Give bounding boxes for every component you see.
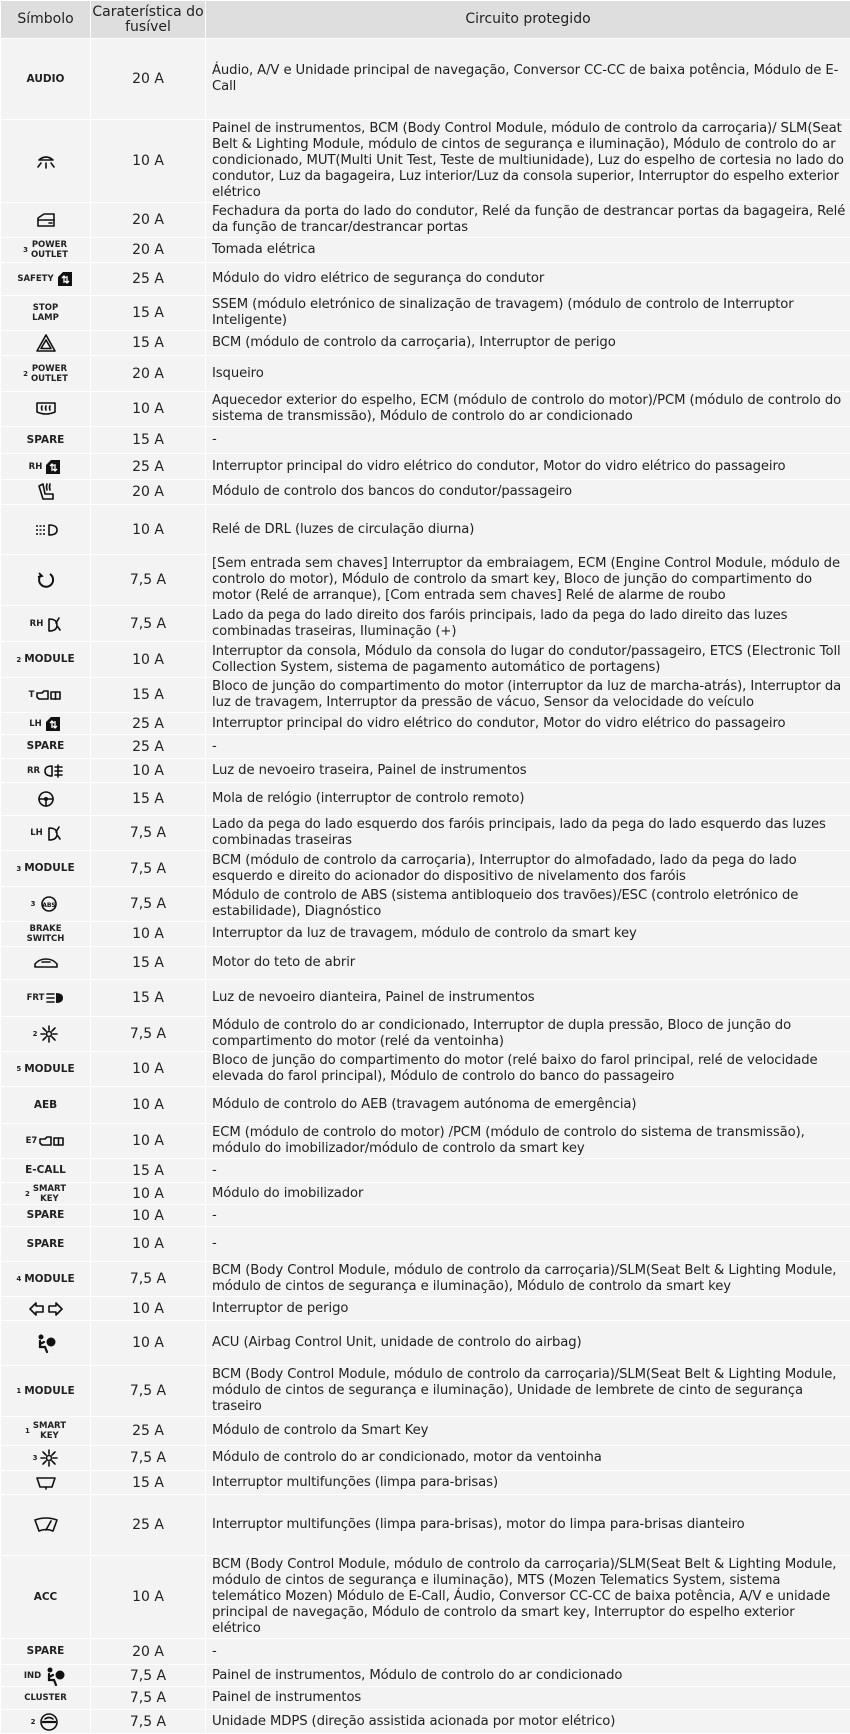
fuse-rating: 25 A xyxy=(91,1417,206,1446)
fuse-circuit: Aquecedor exterior do espelho, ECM (módulo de controlo do motor)/PCM (módulo de controlo do sistema de transmissão), Módulo de controlo do ar condicionado xyxy=(206,392,850,427)
fuse-circuit: Módulo de controlo de ABS (sistema antibloqueio dos travões)/ESC (controlo eletrónico de estabilidade), Diagnóstico xyxy=(206,887,850,922)
fuse-row xyxy=(1,678,850,713)
fuse-circuit: Bloco de junção do compartimento do motor (relé baixo do farol principal, relé de velocidade elevada do farol principal), Módulo de controlo do banco do passageiro xyxy=(206,1052,850,1087)
fuse-rating: 7,5 A xyxy=(91,1262,206,1297)
fuse-symbol xyxy=(1,505,91,555)
fuse-row xyxy=(1,1052,850,1087)
fuse-symbol-index: 2 xyxy=(23,366,28,382)
fuse-symbol-label: E7 xyxy=(26,1136,38,1146)
fuse-row xyxy=(1,735,850,759)
engine-book-icon xyxy=(39,1135,65,1147)
fuse-circuit: BCM (módulo de controlo da carroçaria), Interruptor de perigo xyxy=(206,331,850,356)
drl-icon xyxy=(33,523,59,537)
fuse-symbol xyxy=(1,947,91,980)
mirror-defroster-icon xyxy=(35,400,57,418)
fuse-symbol-label: IND xyxy=(24,1671,41,1681)
fuse-circuit: Interruptor multifunções (limpa para-brisas) xyxy=(206,1471,850,1495)
fuse-symbol-label: LH xyxy=(29,719,42,729)
fuse-symbol-label: SMART KEY xyxy=(33,1184,66,1204)
fuse-rating: 20 A xyxy=(91,356,206,392)
headlamp-level-icon xyxy=(45,615,61,633)
fuse-rating: 10 A xyxy=(91,1052,206,1087)
fuse-circuit: Módulo de controlo do ar condicionado, motor da ventoinha xyxy=(206,1446,850,1471)
fuse-circuit: BCM (módulo de controlo da carroçaria), Interruptor do almofadado, lado da pega do lado esquerdo e direito do acionador do dispositivo de nivelamento dos faróis xyxy=(206,851,850,887)
fuse-symbol xyxy=(1,1417,91,1446)
headlamp-level-icon xyxy=(45,824,61,842)
fuse-symbol-index: 2 xyxy=(31,1714,36,1730)
fuse-symbol-index: 1 xyxy=(16,1383,21,1399)
fuse-row xyxy=(1,1124,850,1159)
fuse-rating: 15 A xyxy=(91,296,206,331)
fuse-circuit: Interruptor principal do vidro elétrico do condutor, Motor do vidro elétrico do passageiro xyxy=(206,713,850,735)
fuse-row xyxy=(1,454,850,480)
fuse-rating: 20 A xyxy=(91,203,206,238)
fuse-rating: 20 A xyxy=(91,480,206,505)
fuse-row xyxy=(1,606,850,642)
fuse-symbol-label: FRT xyxy=(27,993,45,1003)
fuse-circuit: BCM (Body Control Module, módulo de controlo da carroçaria)/SLM(Seat Belt & Lighting Module, módulo de cintos de segurança e iluminação), Módulo de controlo da smart key xyxy=(206,1262,850,1297)
fuse-symbol-label: POWER OUTLET xyxy=(31,240,68,260)
interior-lamp-icon xyxy=(33,153,59,169)
fuse-symbol xyxy=(1,783,91,816)
fuse-circuit: - xyxy=(206,1159,850,1183)
fuse-circuit: Luz de nevoeiro dianteira, Painel de instrumentos xyxy=(206,980,850,1017)
fuse-symbol xyxy=(1,203,91,238)
fuse-row xyxy=(1,1495,850,1556)
fuse-circuit: SSEM (módulo eletrónico de sinalização de travagem) (módulo de controlo de Interruptor Inteligente) xyxy=(206,296,850,331)
fuse-symbol-index: 4 xyxy=(16,1271,21,1287)
engine-book-icon xyxy=(36,689,62,701)
fuse-symbol xyxy=(1,606,91,642)
fuse-rating: 10 A xyxy=(91,642,206,678)
fuse-circuit: Bloco de junção do compartimento do motor (interruptor da luz de marcha-atrás), Interruptor da luz de travagem, Interruptor da pressão de vácuo, Sensor da velocidade do veículo xyxy=(206,678,850,713)
washer-icon xyxy=(35,1476,57,1490)
fuse-row xyxy=(1,783,850,816)
fuse-rating: 7,5 A xyxy=(91,1017,206,1052)
fuse-circuit: Módulo de controlo do ar condicionado, Interruptor de dupla pressão, Bloco de junção do compartimento do motor (relé da ventoinha) xyxy=(206,1017,850,1052)
fuse-row xyxy=(1,642,850,678)
fuse-circuit: Módulo de controlo dos bancos do condutor/passageiro xyxy=(206,480,850,505)
fuse-rating: 10 A xyxy=(91,1087,206,1124)
fuse-circuit: Lado da pega do lado direito dos faróis principais, lado da pega do lado direito das luzes combinadas traseiras, Iluminação (+) xyxy=(206,606,850,642)
fuse-row xyxy=(1,505,850,555)
fuse-symbol xyxy=(1,392,91,427)
fuse-symbol xyxy=(1,1159,91,1183)
fuse-row xyxy=(1,1665,850,1687)
fuse-row xyxy=(1,427,850,454)
fuse-symbol xyxy=(1,120,91,203)
fuse-row xyxy=(1,331,850,356)
fuse-row xyxy=(1,851,850,887)
fuse-symbol-label: SPARE xyxy=(27,1239,65,1250)
fuse-symbol xyxy=(1,713,91,735)
fuse-rating: 15 A xyxy=(91,331,206,356)
fuse-symbol-label: BRAKE SWITCH xyxy=(27,924,65,944)
fuse-circuit: - xyxy=(206,427,850,454)
fuse-rating: 7,5 A xyxy=(91,1446,206,1471)
fuse-circuit: Interruptor de perigo xyxy=(206,1297,850,1321)
fuse-circuit: ACU (Airbag Control Unit, unidade de controlo do airbag) xyxy=(206,1321,850,1366)
fuse-row xyxy=(1,1417,850,1446)
fuse-rating: 10 A xyxy=(91,759,206,783)
fuse-rating: 7,5 A xyxy=(91,816,206,851)
fan-icon xyxy=(40,1449,58,1467)
fuse-circuit: Módulo do vidro elétrico de segurança do condutor xyxy=(206,263,850,296)
fuse-symbol xyxy=(1,1017,91,1052)
fuse-symbol-label: RR xyxy=(27,766,40,776)
power-window-icon xyxy=(56,271,74,287)
sunroof-icon xyxy=(33,956,59,970)
door-lock-icon xyxy=(34,212,58,228)
table-header-row xyxy=(1,1,850,39)
fuse-symbol-label: SMART KEY xyxy=(33,1421,66,1441)
fuse-symbol xyxy=(1,1687,91,1710)
fuse-row xyxy=(1,816,850,851)
fuse-symbol-label: AEB xyxy=(34,1100,57,1111)
fuse-symbol xyxy=(1,980,91,1017)
fuse-circuit: Módulo do imobilizador xyxy=(206,1183,850,1205)
fuse-circuit: - xyxy=(206,1639,850,1665)
fuse-row xyxy=(1,238,850,263)
fuse-symbol-label: MODULE xyxy=(24,654,74,665)
fuse-row xyxy=(1,1366,850,1417)
fuse-symbol-label: CLUSTER xyxy=(24,1693,67,1703)
fuse-symbol-label: AUDIO xyxy=(27,74,65,85)
fuse-row xyxy=(1,922,850,947)
fuse-symbol xyxy=(1,263,91,296)
fuse-symbol xyxy=(1,1471,91,1495)
fuse-symbol-label: MODULE xyxy=(24,1386,74,1397)
fuse-symbol-index: 3 xyxy=(31,896,36,912)
fuse-symbol xyxy=(1,1495,91,1556)
header-circuit: Circuito protegido xyxy=(206,1,850,39)
fuse-circuit: Unidade MDPS (direção assistida acionada por motor elétrico) xyxy=(206,1710,850,1734)
fuse-symbol xyxy=(1,922,91,947)
fuse-circuit: Interruptor da luz de travagem, módulo de controlo da smart key xyxy=(206,922,850,947)
front-fog-icon xyxy=(46,991,64,1005)
fuse-rating: 25 A xyxy=(91,1495,206,1556)
fuse-rating: 7,5 A xyxy=(91,887,206,922)
fuse-rating: 25 A xyxy=(91,713,206,735)
fuse-circuit: Lado da pega do lado esquerdo dos faróis principais, lado da pega do lado esquerdo das luzes combinadas traseiras xyxy=(206,816,850,851)
fuse-row xyxy=(1,1159,850,1183)
fuse-symbol xyxy=(1,642,91,678)
fuse-rating: 10 A xyxy=(91,1183,206,1205)
rear-fog-icon xyxy=(42,764,64,778)
fuse-row xyxy=(1,120,850,203)
fuse-symbol-label: E-CALL xyxy=(25,1165,66,1176)
hazard-icon xyxy=(36,334,56,352)
fuse-circuit: Interruptor da consola, Módulo da consola do lugar do condutor/passageiro, ETCS (Electronic Toll Collection System, sistema de pagamento automático de portagens) xyxy=(206,642,850,678)
fuse-circuit: Motor do teto de abrir xyxy=(206,947,850,980)
fuse-symbol xyxy=(1,1087,91,1124)
fuse-symbol xyxy=(1,1321,91,1366)
fuse-symbol-index: 2 xyxy=(33,1026,38,1042)
fuse-rating: 10 A xyxy=(91,392,206,427)
fuse-symbol-label: RH xyxy=(30,619,44,629)
fuse-circuit: Painel de instrumentos, Módulo de controlo do ar condicionado xyxy=(206,1665,850,1687)
fuse-row xyxy=(1,1639,850,1665)
fuse-rating: 15 A xyxy=(91,783,206,816)
fuse-symbol-index: 2 xyxy=(16,652,21,668)
fuse-symbol xyxy=(1,1556,91,1639)
fuse-rating: 7,5 A xyxy=(91,1710,206,1734)
fuse-symbol xyxy=(1,1639,91,1665)
fuse-row xyxy=(1,263,850,296)
fuse-symbol xyxy=(1,851,91,887)
fuse-row xyxy=(1,1687,850,1710)
fuse-rating: 10 A xyxy=(91,120,206,203)
fuse-row xyxy=(1,356,850,392)
fuse-symbol xyxy=(1,678,91,713)
svg-text:ABS: ABS xyxy=(43,902,57,909)
power-window-icon xyxy=(44,716,62,732)
fuse-symbol-index: 2 xyxy=(25,1186,30,1202)
fuse-symbol xyxy=(1,296,91,331)
power-window-icon xyxy=(44,459,62,475)
fuse-symbol-label: STOP LAMP xyxy=(32,303,59,323)
fuse-rating: 7,5 A xyxy=(91,1366,206,1417)
fuse-row xyxy=(1,1556,850,1639)
fuse-symbol xyxy=(1,1446,91,1471)
fuse-row xyxy=(1,759,850,783)
fuse-row xyxy=(1,1446,850,1471)
fuse-symbol-label: MODULE xyxy=(24,1064,74,1075)
fuse-symbol xyxy=(1,238,91,263)
fuse-circuit: Módulo de controlo do AEB (travagem autónoma de emergência) xyxy=(206,1087,850,1124)
fuse-rating: 15 A xyxy=(91,427,206,454)
fuse-circuit: Fechadura da porta do lado do condutor, Relé da função de destrancar portas da bagageira, Relé da função de trancar/destrancar portas xyxy=(206,203,850,238)
fuse-circuit: ECM (módulo de controlo do motor) /PCM (módulo de controlo do sistema de transmissão), módulo do imobilizador/módulo de controlo da smart key xyxy=(206,1124,850,1159)
fuse-row xyxy=(1,392,850,427)
fuse-rating: 7,5 A xyxy=(91,1665,206,1687)
fuse-circuit: Isqueiro xyxy=(206,356,850,392)
start-icon xyxy=(36,570,56,590)
fuse-symbol-label: RH xyxy=(29,462,43,472)
fuse-symbol-label: MODULE xyxy=(24,1274,74,1285)
fuse-row xyxy=(1,1205,850,1227)
fuse-symbol-label: T xyxy=(29,690,35,700)
fuse-rating: 20 A xyxy=(91,1639,206,1665)
fuse-circuit: Painel de instrumentos xyxy=(206,1687,850,1710)
fuse-row xyxy=(1,480,850,505)
fuse-circuit: BCM (Body Control Module, módulo de controlo da carroçaria)/SLM(Seat Belt & Lighting Module, módulo de cintos de segurança e iluminação), MTS (Mozen Telematics System, sistema telemático Mozen) Módulo de E-Call, Áudio, Conversor CC-CC de baixa potência, A/V e unidade principal de navegação, Módulo de controlo da smart key, Interruptor do espelho exterior elétrico xyxy=(206,1556,850,1639)
fuse-symbol xyxy=(1,759,91,783)
fuse-circuit: - xyxy=(206,1227,850,1262)
turn-signal-icon xyxy=(28,1302,64,1316)
fuse-row xyxy=(1,555,850,606)
fuse-row xyxy=(1,1471,850,1495)
fuse-row xyxy=(1,1227,850,1262)
fuse-symbol-index: 1 xyxy=(25,1423,30,1439)
fuse-row xyxy=(1,39,850,120)
fuse-circuit: Luz de nevoeiro traseira, Painel de instrumentos xyxy=(206,759,850,783)
fuse-row xyxy=(1,203,850,238)
fuse-symbol xyxy=(1,1297,91,1321)
fuse-circuit: - xyxy=(206,735,850,759)
fuse-symbol-label: SPARE xyxy=(27,1210,65,1221)
fuse-symbol-index: 3 xyxy=(16,861,21,877)
fuse-rating: 10 A xyxy=(91,1321,206,1366)
fuse-symbol-index: 5 xyxy=(16,1061,21,1077)
fuse-symbol-label: SPARE xyxy=(27,1646,65,1657)
fuse-rating: 7,5 A xyxy=(91,1687,206,1710)
fuse-symbol xyxy=(1,454,91,480)
fuse-symbol xyxy=(1,1227,91,1262)
fuse-symbol xyxy=(1,735,91,759)
fuse-symbol xyxy=(1,1262,91,1297)
fuse-symbol xyxy=(1,1366,91,1417)
fuse-circuit: Interruptor principal do vidro elétrico do condutor, Motor do vidro elétrico do passageiro xyxy=(206,454,850,480)
fuse-symbol-label: SPARE xyxy=(27,741,65,752)
fuse-symbol xyxy=(1,39,91,120)
abs-icon xyxy=(38,895,60,913)
fuse-rating: 7,5 A xyxy=(91,555,206,606)
fuse-row xyxy=(1,1321,850,1366)
airbag-icon xyxy=(43,1666,67,1686)
fuse-rating: 20 A xyxy=(91,238,206,263)
fuse-circuit: Relé de DRL (luzes de circulação diurna) xyxy=(206,505,850,555)
fuse-row xyxy=(1,887,850,922)
fuse-row xyxy=(1,947,850,980)
fuse-rating: 15 A xyxy=(91,980,206,1017)
fuse-row xyxy=(1,1710,850,1734)
fuse-rating: 25 A xyxy=(91,735,206,759)
fuse-rating: 15 A xyxy=(91,678,206,713)
fan-icon xyxy=(40,1025,58,1043)
fuse-rating: 10 A xyxy=(91,922,206,947)
fuse-rating: 7,5 A xyxy=(91,851,206,887)
fuse-symbol xyxy=(1,480,91,505)
seat-heater-icon xyxy=(35,482,57,502)
fuse-rating: 25 A xyxy=(91,454,206,480)
fuse-symbol-label: LH xyxy=(30,828,43,838)
header-rating: Caraterística do fusível xyxy=(91,1,206,39)
fuse-symbol-label: ACC xyxy=(34,1592,58,1603)
fuse-circuit: - xyxy=(206,1205,850,1227)
fuse-symbol-label: MODULE xyxy=(24,863,74,874)
fuse-rating: 10 A xyxy=(91,1227,206,1262)
fuse-row xyxy=(1,1262,850,1297)
fuse-rating: 15 A xyxy=(91,1471,206,1495)
fuse-rating: 25 A xyxy=(91,263,206,296)
fuse-rating: 10 A xyxy=(91,1124,206,1159)
fuse-circuit: [Sem entrada sem chaves] Interruptor da embraiagem, ECM (Engine Control Module, módulo de controlo do motor), Módulo de controlo da smart key, Bloco de junção do compartimento do motor (Relé de arranque), [Com entrada sem chaves] Relé de alarme de roubo xyxy=(206,555,850,606)
fuse-circuit: Áudio, A/V e Unidade principal de navegação, Conversor CC-CC de baixa potência, Módulo de E-Call xyxy=(206,39,850,120)
fuse-row xyxy=(1,296,850,331)
fuse-rating: 10 A xyxy=(91,1297,206,1321)
fuse-row xyxy=(1,1087,850,1124)
fuse-row xyxy=(1,713,850,735)
fuse-row xyxy=(1,1017,850,1052)
fuse-symbol-label: SPARE xyxy=(27,435,65,446)
fuse-row xyxy=(1,1297,850,1321)
fuse-symbol xyxy=(1,816,91,851)
fuse-rating: 15 A xyxy=(91,1159,206,1183)
fuse-symbol xyxy=(1,1183,91,1205)
fuse-symbol xyxy=(1,555,91,606)
fuse-symbol xyxy=(1,1124,91,1159)
fuse-symbol xyxy=(1,1052,91,1087)
fuse-rating: 10 A xyxy=(91,1556,206,1639)
airbag-icon xyxy=(34,1333,58,1353)
fuse-row xyxy=(1,980,850,1017)
fuse-rating: 15 A xyxy=(91,947,206,980)
fuse-symbol xyxy=(1,887,91,922)
fuse-rating: 10 A xyxy=(91,505,206,555)
fuse-circuit: Módulo de controlo da Smart Key xyxy=(206,1417,850,1446)
fuse-circuit: Mola de relógio (interruptor de controlo remoto) xyxy=(206,783,850,816)
fuse-circuit: Interruptor multifunções (limpa para-brisas), motor do limpa para-brisas dianteiro xyxy=(206,1495,850,1556)
fuse-symbol-label: SAFETY xyxy=(17,274,53,284)
fuse-symbol xyxy=(1,1205,91,1227)
fuse-symbol xyxy=(1,356,91,392)
fuse-symbol xyxy=(1,1710,91,1734)
header-symbol: Símbolo xyxy=(1,1,91,39)
fuse-rating: 10 A xyxy=(91,1205,206,1227)
fuse-symbol-index: 3 xyxy=(33,1450,38,1466)
fuse-symbol xyxy=(1,427,91,454)
fuse-row xyxy=(1,1183,850,1205)
fuse-circuit: BCM (Body Control Module, módulo de controlo da carroçaria)/SLM(Seat Belt & Lighting Module, módulo de cintos de segurança e iluminação), Unidade de lembrete de cinto de segurança traseiro xyxy=(206,1366,850,1417)
fuse-symbol xyxy=(1,1665,91,1687)
wiper-icon xyxy=(33,1517,59,1533)
mdps-icon xyxy=(38,1712,60,1732)
fuse-rating: 7,5 A xyxy=(91,606,206,642)
fuse-circuit: Tomada elétrica xyxy=(206,238,850,263)
fuse-rating: 20 A xyxy=(91,39,206,120)
fuse-circuit: Painel de instrumentos, BCM (Body Control Module, módulo de controlo da carroçaria)/ SLM(Seat Belt & Lighting Module, módulo de cintos de segurança e iluminação), Módulo de controlo do ar condicionado, MUT(Multi Unit Test, Teste de multiunidade), Luz do espelho de cortesia no lado do condutor, Luz da bagageira, Luz interior/Luz da consola superior, Interruptor do espelho exterior elétrico xyxy=(206,120,850,203)
fuse-symbol-index: 3 xyxy=(23,242,28,258)
steering-wheel-icon xyxy=(36,789,56,809)
fuse-symbol xyxy=(1,331,91,356)
fuse-symbol-label: POWER OUTLET xyxy=(31,364,68,384)
